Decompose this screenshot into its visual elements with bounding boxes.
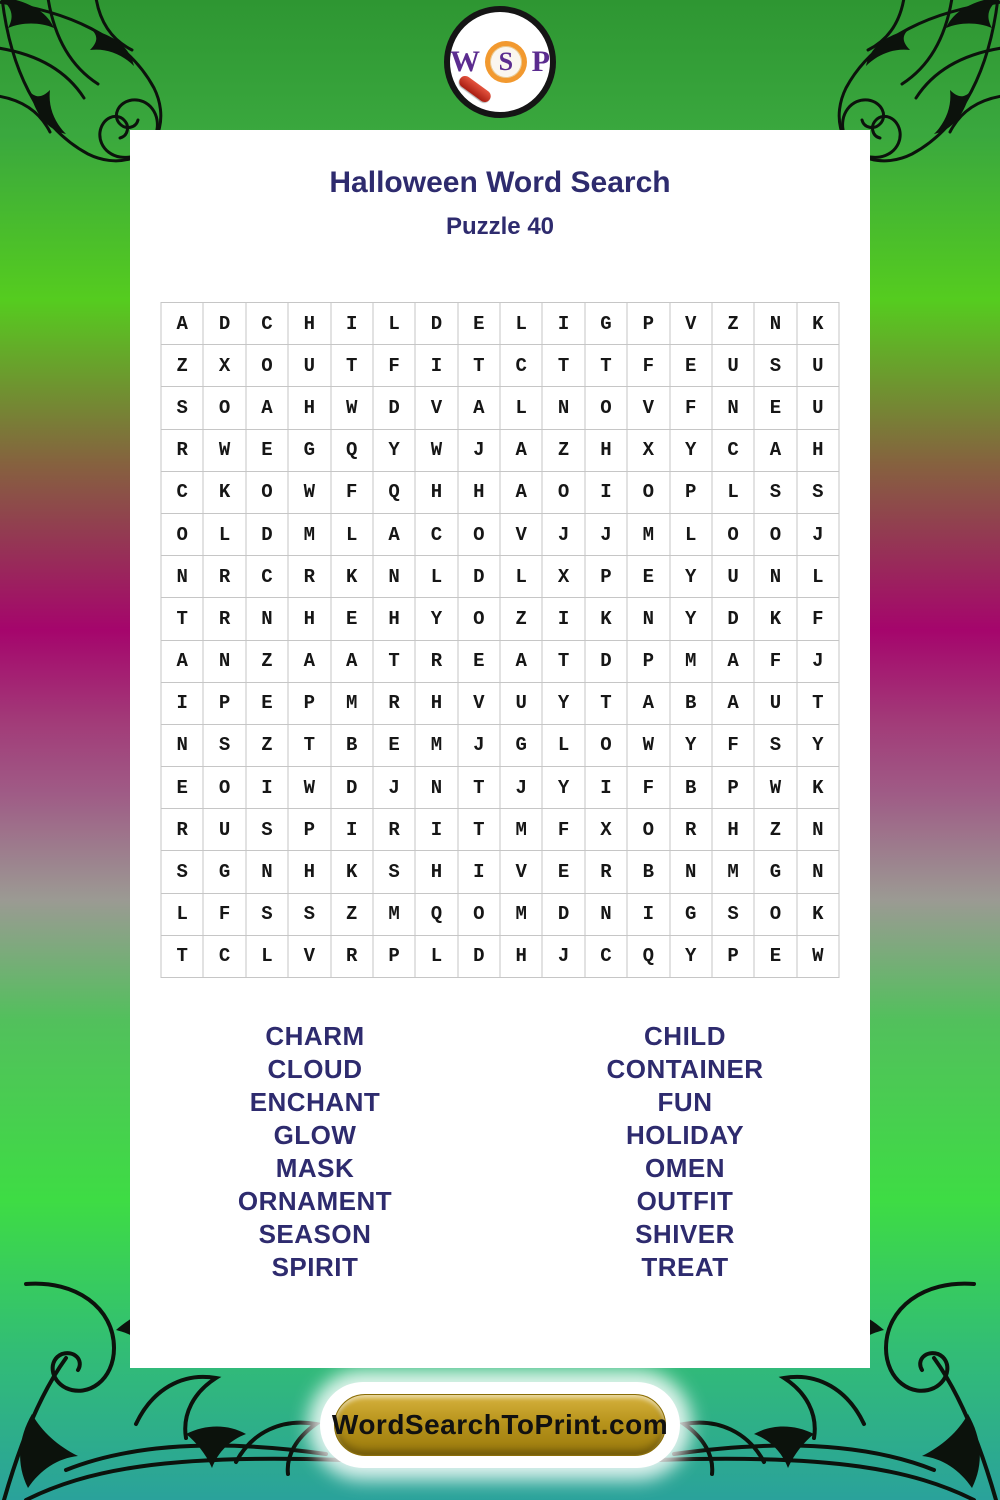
grid-cell: L [416,556,458,598]
word-item: MASK [275,1153,355,1183]
grid-cell: A [331,641,373,683]
grid-cell: H [585,430,627,472]
grid-cell: A [755,430,797,472]
grid-cell: D [458,556,500,598]
grid-cell: K [797,303,839,345]
grid-cell: E [628,556,670,598]
grid-cell: I [331,303,373,345]
word-item: OUTFIT [636,1186,734,1216]
grid-cell: R [204,556,246,598]
grid-cell: Y [670,556,712,598]
grid-cell: R [670,809,712,851]
grid-cell: T [543,345,585,387]
grid-cell: R [331,936,373,978]
grid-cell: N [246,851,288,893]
grid-cell: Z [501,598,543,640]
grid-cell: P [289,683,331,725]
grid-cell: N [755,556,797,598]
grid-cell: O [755,514,797,556]
grid-cell: A [628,683,670,725]
grid-cell: M [501,809,543,851]
grid-cell: S [755,725,797,767]
grid-cell: O [246,345,288,387]
grid-cell: U [501,683,543,725]
grid-cell: S [373,851,415,893]
grid-cell: I [331,809,373,851]
grid-cell: U [289,345,331,387]
puzzle-title: Halloween Word Search [329,166,671,199]
grid-cell: A [501,472,543,514]
grid-cell: Y [543,767,585,809]
grid-cell: K [585,598,627,640]
logo-letter-w: W [450,45,480,78]
grid-cell: A [712,641,754,683]
grid-cell: Y [670,936,712,978]
grid-cell: D [331,767,373,809]
grid-cell: W [628,725,670,767]
grid-cell: I [162,683,204,725]
grid-cell: L [373,303,415,345]
grid-cell: P [289,809,331,851]
grid-cell: R [289,556,331,598]
grid-cell: O [585,387,627,429]
grid-cell: L [416,936,458,978]
logo-letter-p: P [531,45,550,78]
grid-cell: P [373,936,415,978]
grid-cell: E [755,936,797,978]
word-list [130,1020,870,1284]
grid-cell: G [670,894,712,936]
grid-cell: M [501,894,543,936]
grid-cell: A [373,514,415,556]
grid-cell: O [204,767,246,809]
grid-cell: B [331,725,373,767]
grid-cell: X [585,809,627,851]
grid-cell: K [755,598,797,640]
grid-cell: F [755,641,797,683]
grid-cell: R [204,598,246,640]
grid-cell: L [246,936,288,978]
grid-cell: O [246,472,288,514]
word-item: SPIRIT [271,1252,359,1282]
grid-cell: U [755,683,797,725]
grid-cell: D [204,303,246,345]
grid-cell: S [162,851,204,893]
grid-cell: P [628,641,670,683]
grid-cell: P [204,683,246,725]
grid-cell: E [670,345,712,387]
grid-cell: Q [331,430,373,472]
grid-cell: S [289,894,331,936]
site-logo [444,6,556,118]
grid-cell: K [797,767,839,809]
grid-cell: M [331,683,373,725]
word-item: ENCHANT [249,1087,381,1117]
grid-cell: E [246,683,288,725]
grid-cell: F [797,598,839,640]
grid-cell: R [162,430,204,472]
grid-cell: W [204,430,246,472]
grid-cell: J [543,514,585,556]
grid-cell: R [585,851,627,893]
grid-cell: Y [416,598,458,640]
grid-cell: S [162,387,204,429]
grid-cell: M [416,725,458,767]
grid-cell: H [501,936,543,978]
grid-cell: E [373,725,415,767]
grid-cell: E [331,598,373,640]
grid-cell: G [755,851,797,893]
grid-cell: U [797,387,839,429]
grid-cell: E [458,303,500,345]
grid-cell: N [162,556,204,598]
grid-cell: J [501,767,543,809]
grid-cell: O [628,809,670,851]
grid-cell: H [289,851,331,893]
grid-cell: V [416,387,458,429]
grid-cell: F [628,345,670,387]
grid-cell: A [162,303,204,345]
grid-cell: T [162,936,204,978]
grid-cell: R [373,809,415,851]
grid-cell: D [585,641,627,683]
grid-cell: H [373,598,415,640]
grid-cell: T [331,345,373,387]
grid-cell: O [162,514,204,556]
grid-cell: L [543,725,585,767]
grid-cell: F [712,725,754,767]
grid-cell: C [246,556,288,598]
grid-cell: W [797,936,839,978]
grid-cell: D [458,936,500,978]
grid-cell: E [543,851,585,893]
grid-cell: A [162,641,204,683]
grid-cell: N [797,809,839,851]
website-link-button[interactable]: WordSearchToPrint.com [334,1394,666,1456]
grid-cell: N [162,725,204,767]
grid-cell: A [501,430,543,472]
grid-cell: S [246,809,288,851]
grid-cell: T [543,641,585,683]
grid-cell: P [628,303,670,345]
word-list-right [500,1020,870,1284]
word-item: SEASON [258,1219,372,1249]
grid-cell: J [585,514,627,556]
grid-cell: N [670,851,712,893]
grid-cell: H [416,472,458,514]
grid-cell: E [458,641,500,683]
grid-cell: O [458,894,500,936]
grid-cell: K [204,472,246,514]
word-item: GLOW [273,1120,357,1150]
word-item: HOLIDAY [625,1120,745,1150]
grid-cell: H [458,472,500,514]
magnifier-lens-icon [485,41,527,83]
grid-cell: L [501,303,543,345]
grid-cell: Y [373,430,415,472]
grid-cell: D [416,303,458,345]
grid-cell: N [246,598,288,640]
grid-cell: M [628,514,670,556]
grid-cell: Z [246,641,288,683]
grid-cell: Z [331,894,373,936]
grid-cell: T [373,641,415,683]
word-item: FUN [657,1087,713,1117]
grid-cell: T [458,767,500,809]
grid-cell: A [289,641,331,683]
grid-cell: N [204,641,246,683]
grid-cell: J [458,725,500,767]
grid-cell: I [416,345,458,387]
grid-cell: G [289,430,331,472]
grid-cell: F [373,345,415,387]
word-item: CLOUD [267,1054,363,1084]
grid-cell: Y [670,430,712,472]
grid-cell: U [797,345,839,387]
grid-cell: N [585,894,627,936]
grid-cell: N [628,598,670,640]
footer-button-halo [320,1382,680,1468]
grid-cell: S [246,894,288,936]
grid-cell: H [797,430,839,472]
grid-cell: M [373,894,415,936]
grid-cell: T [458,345,500,387]
grid-cell: A [712,683,754,725]
grid-cell: L [331,514,373,556]
logo-letter-s: S [498,47,514,76]
grid-cell: T [797,683,839,725]
grid-cell: B [628,851,670,893]
grid-cell: C [416,514,458,556]
grid-cell: T [585,345,627,387]
grid-cell: M [712,851,754,893]
grid-cell: C [585,936,627,978]
grid-cell: R [373,683,415,725]
grid-cell: N [797,851,839,893]
grid-cell: O [543,472,585,514]
grid-cell: C [246,303,288,345]
grid-cell: T [289,725,331,767]
grid-cell: I [543,598,585,640]
grid-cell: Y [670,598,712,640]
grid-cell: H [289,598,331,640]
grid-cell: N [373,556,415,598]
grid-cell: G [585,303,627,345]
grid-cell: N [755,303,797,345]
grid-cell: D [712,598,754,640]
grid-cell: Y [543,683,585,725]
grid-cell: C [204,936,246,978]
grid-cell: Z [712,303,754,345]
grid-cell: J [543,936,585,978]
grid-cell: V [501,514,543,556]
grid-cell: W [416,430,458,472]
grid-cell: E [755,387,797,429]
grid-cell: R [162,809,204,851]
grid-cell: K [331,556,373,598]
grid-cell: S [755,345,797,387]
grid-cell: Z [755,809,797,851]
grid-cell: T [458,809,500,851]
grid-cell: Z [246,725,288,767]
grid-cell: P [712,767,754,809]
grid-cell: N [712,387,754,429]
grid-cell: X [543,556,585,598]
grid-cell: O [628,472,670,514]
word-item: OMEN [645,1153,725,1183]
grid-cell: B [670,767,712,809]
grid-cell: H [712,809,754,851]
grid-cell: A [458,387,500,429]
grid-cell: E [162,767,204,809]
grid-cell: F [670,387,712,429]
grid-cell: M [670,641,712,683]
grid-cell: J [797,641,839,683]
grid-cell: Y [670,725,712,767]
grid-cell: J [797,514,839,556]
grid-cell: I [585,472,627,514]
grid-cell: X [204,345,246,387]
grid-cell: P [670,472,712,514]
grid-cell: F [628,767,670,809]
grid-cell: B [670,683,712,725]
grid-cell: T [162,598,204,640]
grid-cell: P [712,936,754,978]
grid-cell: C [501,345,543,387]
grid-cell: I [628,894,670,936]
grid-cell: W [331,387,373,429]
grid-cell: Y [797,725,839,767]
grid-cell: I [585,767,627,809]
grid-cell: S [797,472,839,514]
grid-cell: C [712,430,754,472]
grid-cell: D [373,387,415,429]
grid-cell: V [501,851,543,893]
grid-cell: O [458,514,500,556]
grid-cell: W [289,767,331,809]
grid-cell: A [501,641,543,683]
grid-cell: L [501,556,543,598]
grid-cell: L [501,387,543,429]
grid-cell: I [458,851,500,893]
word-item: SHIVER [635,1219,735,1249]
grid-cell: O [458,598,500,640]
grid-cell: D [543,894,585,936]
grid-cell: L [670,514,712,556]
grid-cell: K [797,894,839,936]
grid-cell: N [543,387,585,429]
grid-cell: J [373,767,415,809]
grid-cell: F [543,809,585,851]
puzzle-subtitle: Puzzle 40 [445,213,555,240]
word-item: CONTAINER [606,1054,764,1084]
grid-cell: Z [162,345,204,387]
grid-cell: R [416,641,458,683]
grid-cell: V [628,387,670,429]
grid-cell: Q [416,894,458,936]
grid-cell: O [204,387,246,429]
grid-cell: F [331,472,373,514]
puzzle-card [130,130,870,1368]
grid-cell: L [797,556,839,598]
grid-cell: V [670,303,712,345]
grid-cell: W [289,472,331,514]
grid-cell: L [204,514,246,556]
grid-cell: S [755,472,797,514]
grid-cell: Z [543,430,585,472]
grid-cell: J [458,430,500,472]
letter-grid [161,302,840,978]
word-list-left [130,1020,500,1284]
grid-cell: C [162,472,204,514]
word-item: ORNAMENT [237,1186,393,1216]
grid-cell: Q [628,936,670,978]
grid-cell: U [712,556,754,598]
grid-cell: M [289,514,331,556]
grid-cell: P [585,556,627,598]
grid-cell: L [162,894,204,936]
grid-cell: I [246,767,288,809]
grid-cell: U [204,809,246,851]
grid-cell: S [712,894,754,936]
grid-cell: E [246,430,288,472]
grid-cell: Q [373,472,415,514]
grid-cell: L [712,472,754,514]
grid-cell: H [416,851,458,893]
grid-cell: I [416,809,458,851]
grid-cell: X [628,430,670,472]
grid-cell: F [204,894,246,936]
grid-cell: T [585,683,627,725]
grid-cell: U [712,345,754,387]
grid-cell: S [204,725,246,767]
grid-cell: N [416,767,458,809]
grid-cell: D [246,514,288,556]
grid-cell: H [289,387,331,429]
grid-cell: A [246,387,288,429]
grid-cell: V [289,936,331,978]
grid-cell: K [331,851,373,893]
grid-cell: O [585,725,627,767]
grid-cell: H [289,303,331,345]
word-item: CHILD [644,1021,726,1051]
grid-cell: O [755,894,797,936]
grid-cell: W [755,767,797,809]
word-item: CHARM [265,1021,365,1051]
grid-cell: H [416,683,458,725]
grid-cell: O [712,514,754,556]
grid-cell: V [458,683,500,725]
word-item: TREAT [641,1252,729,1282]
grid-cell: I [543,303,585,345]
grid-cell: G [204,851,246,893]
grid-cell: G [501,725,543,767]
